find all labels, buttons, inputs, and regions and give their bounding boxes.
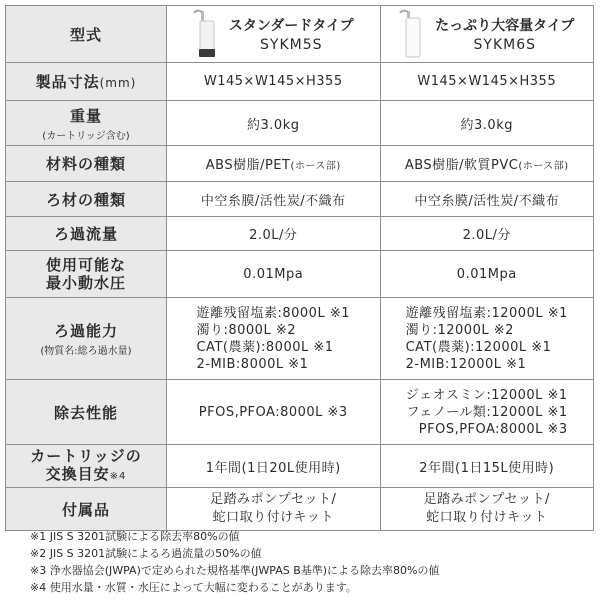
removal-value-large — [380, 380, 594, 445]
filter-label-cell — [6, 182, 167, 217]
model-label-cell — [6, 6, 167, 63]
footnotes — [30, 528, 590, 596]
replace-row — [6, 445, 594, 488]
material-row — [6, 146, 594, 182]
flow-value-standard: 2.0L/分 — [167, 217, 381, 251]
capacity-large-turbidity: 濁り:12000L ※2 — [405, 322, 514, 338]
water-filter-large-image — [399, 9, 425, 59]
product-model-standard: SYKM5S — [260, 37, 323, 53]
accessories-value-standard — [167, 488, 381, 531]
capacity-large-cat: CAT(農薬):12000L ※1 — [405, 339, 552, 355]
material-label: 材料の種類 — [45, 155, 126, 173]
filter-value-large: 中空糸膜/活性炭/不織布 — [380, 182, 594, 217]
replace-label-line2: 交換目安 — [45, 464, 110, 483]
replace-value-standard: 1年間(1日20L使用時) — [167, 445, 381, 488]
footnote-3: ※3 浄水器協会(JWPA)で定められた規格基準(JWPAS B基準)による除去率80%の値 — [30, 564, 440, 577]
spec-table — [5, 5, 594, 531]
water-filter-standard-image — [193, 9, 219, 59]
capacity-large-chlorine: 遊離残留塩素:12000L ※1 — [405, 305, 568, 321]
flow-value-large: 2.0L/分 — [380, 217, 594, 251]
size-label-cell — [6, 63, 167, 101]
flow-label: ろ過流量 — [53, 225, 118, 243]
replace-label-cell — [6, 445, 167, 488]
replace-value-large: 2年間(1日15L使用時) — [380, 445, 594, 488]
capacity-standard-2mib: 2-MIB:8000L ※1 — [196, 356, 309, 372]
weight-row — [6, 101, 594, 146]
removal-row — [6, 380, 594, 445]
product-header-large — [380, 6, 594, 63]
pressure-row — [6, 251, 594, 298]
capacity-value-standard — [167, 298, 381, 380]
material-text-standard: ABS樹脂/PET — [205, 158, 291, 173]
filter-row — [6, 182, 594, 217]
accessories-standard-line1: 足踏みポンプセット/ — [210, 492, 337, 507]
product-name-large: たっぷり大容量タイプ — [435, 18, 575, 34]
material-note-standard: (ホース部) — [290, 161, 341, 172]
capacity-standard-chlorine: 遊離残留塩素:8000L ※1 — [196, 305, 350, 321]
footnote-1: ※1 JIS S 3201試験による除去率80%の値 — [30, 530, 240, 543]
capacity-standard-turbidity: 濁り:8000L ※2 — [196, 322, 296, 338]
material-note-large: (ホース部) — [518, 161, 569, 172]
accessories-large-line2: 蛇口取り付けキット — [426, 510, 548, 525]
size-row — [6, 63, 594, 101]
weight-label-cell — [6, 101, 167, 146]
model-label: 型式 — [69, 25, 102, 44]
weight-value-standard: 約3.0kg — [167, 101, 381, 146]
removal-value-standard: PFOS,PFOA:8000L ※3 — [167, 380, 381, 445]
pressure-label-line1: 使用可能な — [45, 256, 126, 274]
removal-large-phenol: フェノール類:12000L ※1 — [406, 404, 568, 420]
accessories-large-line1: 足踏みポンプセット/ — [423, 492, 550, 507]
pressure-value-large: 0.01Mpa — [380, 251, 594, 298]
size-value-large: W145×W145×H355 — [380, 63, 594, 101]
capacity-standard-cat: CAT(農薬):8000L ※1 — [196, 339, 334, 355]
weight-value-large: 約3.0kg — [380, 101, 594, 146]
product-model-large: SYKM6S — [473, 37, 536, 53]
pressure-label-cell — [6, 251, 167, 298]
capacity-label: ろ過能力 — [53, 322, 118, 340]
material-text-large: ABS樹脂/軟質PVC — [404, 158, 519, 173]
accessories-standard-line2: 蛇口取り付けキット — [212, 510, 334, 525]
material-label-cell — [6, 146, 167, 182]
accessories-value-large — [380, 488, 594, 531]
footnote-4: ※4 使用水量・水質・水圧によって大幅に変わることがあります。 — [30, 581, 357, 594]
removal-large-pfos: PFOS,PFOA:8000L ※3 — [418, 421, 568, 437]
capacity-label-cell — [6, 298, 167, 380]
material-value-large — [380, 146, 594, 182]
removal-large-geosmin: ジェオスミン:12000L ※1 — [405, 387, 568, 403]
size-label: 製品寸法 — [35, 73, 100, 91]
footnote-2: ※2 JIS S 3201試験によるろ過流量の50%の値 — [30, 547, 262, 560]
accessories-row — [6, 488, 594, 531]
capacity-sublabel: (物質名:総ろ過水量) — [40, 346, 132, 357]
capacity-row — [6, 298, 594, 380]
accessories-label-cell — [6, 488, 167, 531]
material-value-standard — [167, 146, 381, 182]
capacity-large-2mib: 2-MIB:12000L ※1 — [405, 356, 527, 372]
filter-value-standard: 中空糸膜/活性炭/不織布 — [167, 182, 381, 217]
product-header-standard — [167, 6, 381, 63]
replace-label-note: ※4 — [109, 470, 127, 482]
replace-label-line1: カートリッジの — [30, 446, 142, 465]
filter-label: ろ材の種類 — [45, 190, 126, 209]
pressure-value-standard: 0.01Mpa — [167, 251, 381, 298]
weight-label: 重量 — [69, 106, 102, 125]
flow-label-cell — [6, 217, 167, 251]
accessories-label: 付属品 — [61, 500, 110, 519]
capacity-value-large — [380, 298, 594, 380]
weight-sublabel: (カートリッジ含む) — [42, 130, 130, 142]
header-row — [6, 6, 594, 63]
removal-label-cell — [6, 380, 167, 445]
size-value-standard: W145×W145×H355 — [167, 63, 381, 101]
pressure-label-line2: 最小動水圧 — [45, 274, 126, 292]
removal-label: 除去性能 — [53, 403, 118, 422]
product-name-standard: スタンダードタイプ — [228, 18, 354, 34]
flow-row — [6, 217, 594, 251]
size-unit: (mm) — [99, 76, 137, 90]
